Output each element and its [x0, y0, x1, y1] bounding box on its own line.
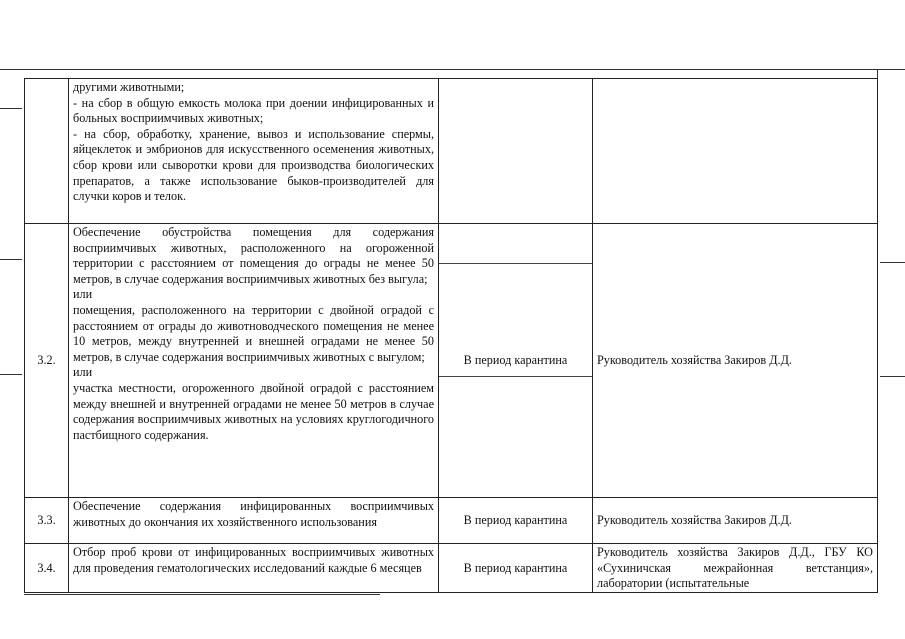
measure-paragraph: Отбор проб крови от инфицированных восприимчивых животных для проведения гематологических исследований каждые 6 месяцев: [73, 545, 434, 575]
row-number: 3.3.: [25, 498, 69, 544]
table-row: [25, 79, 878, 224]
scan-line-left-2: [0, 259, 22, 260]
measure-paragraph: - на сбор, обработку, хранение, вывоз и использование спермы, яйцеклеток и эмбрионов для искусственного осеменения животных, сбор крови или сыворотки крови для производства биологических препаратов, а также использование быков-производителей для случки коров и телок.: [73, 126, 434, 204]
table-row: [25, 224, 878, 498]
period-cell: В период карантина: [439, 498, 593, 544]
measure-paragraph: или: [73, 365, 93, 380]
scan-line-inner-1: [439, 263, 592, 264]
table-row: [25, 498, 878, 544]
measure-paragraph: - на сбор в общую емкость молока при доении инфицированных и больных восприимчивых животных;: [73, 95, 434, 126]
row-number: 3.4.: [25, 544, 69, 593]
scan-line-top: [0, 69, 905, 70]
scan-line-right-1: [880, 262, 905, 263]
measure-paragraph: Обеспечение обустройства помещения для содержания восприимчивых животных, расположенного на огороженной территории с расстоянием от помещения до ограды не менее 50 метров, в случае содержания восприимчивых животных без выгула;: [73, 225, 434, 286]
responsible-cell: Руководитель хозяйства Закиров Д.Д.: [593, 224, 878, 498]
scan-line-inner-2: [439, 376, 592, 377]
measure-text: [69, 498, 439, 544]
table-row: [25, 544, 878, 593]
row-number: [25, 79, 69, 224]
measure-paragraph: участка местности, огороженного двойной оградой с расстоянием между внешней и внутренней оградами не менее 50 метров в случае содержания восприимчивых животных на условиях круглогодичного пастбищного содержания.: [73, 380, 434, 442]
scan-line-left-1: [0, 108, 22, 109]
period-cell: В период карантина: [439, 224, 593, 498]
measure-text: [69, 79, 439, 224]
measure-text: [69, 544, 439, 593]
responsible-cell: [593, 79, 878, 224]
measure-paragraph: другими животными;: [73, 80, 185, 94]
measure-text: [69, 224, 439, 498]
measures-table: [24, 78, 878, 593]
period-cell: В период карантина: [439, 544, 593, 593]
row-number: 3.2.: [25, 224, 69, 498]
measure-paragraph: Обеспечение содержания инфицированных восприимчивых животных до окончания их хозяйственного использования: [73, 499, 434, 529]
responsible-cell: Руководитель хозяйства Закиров Д.Д., ГБУ КО «Сухиничская межрайонная ветстанция», лаборатории (испытательные: [593, 544, 878, 593]
measure-paragraph: или: [73, 287, 93, 302]
scan-line-left-3: [0, 374, 22, 375]
scan-line-right-2: [880, 376, 905, 377]
measure-paragraph: помещения, расположенного на территории с двойной оградой с расстоянием от ограды до животноводческого помещения не менее 10 метров, между внутренней и внешней оградами не менее 50 метров, в случае содержания восприимчивых животных с выгулом;: [73, 302, 434, 364]
responsible-cell: Руководитель хозяйства Закиров Д.Д.: [593, 498, 878, 544]
scan-line-bottom-left: [24, 594, 380, 595]
period-cell: [439, 79, 593, 224]
